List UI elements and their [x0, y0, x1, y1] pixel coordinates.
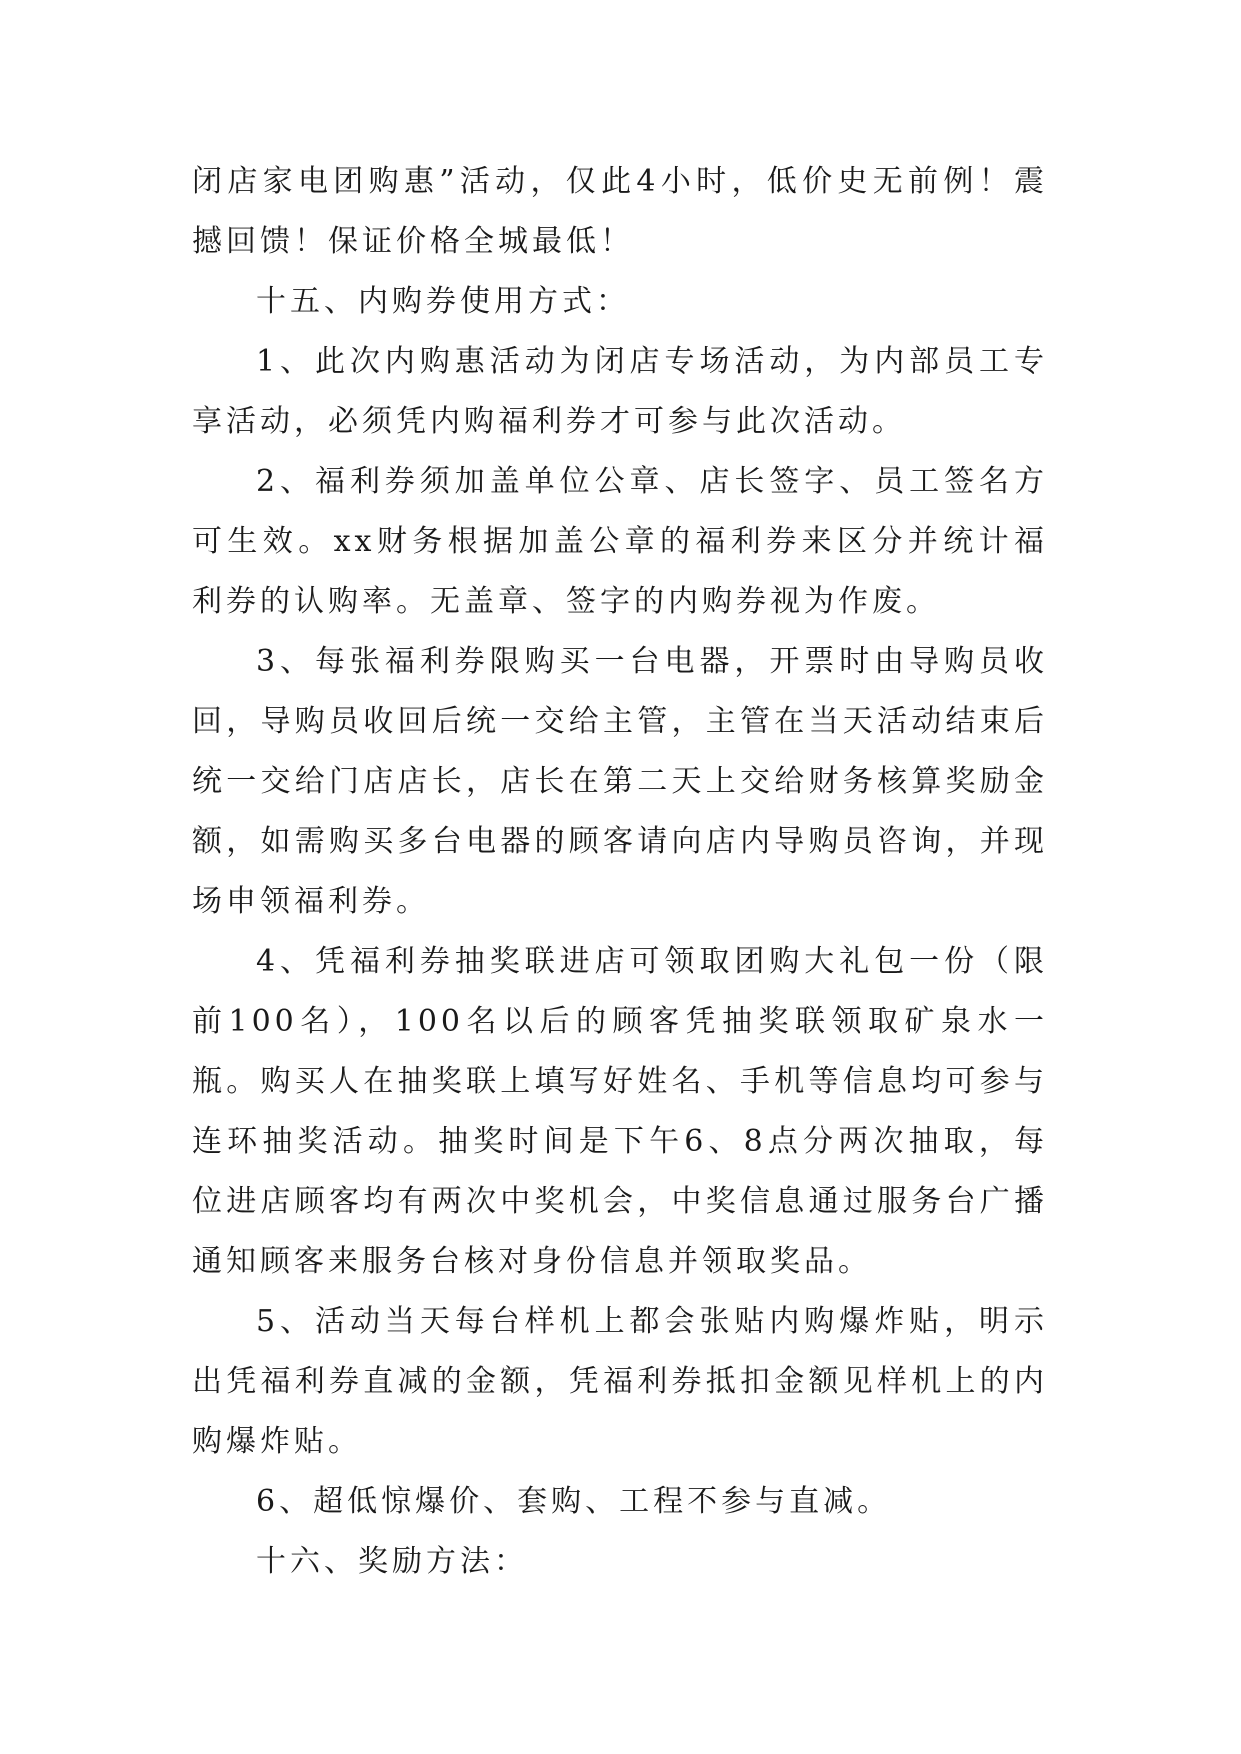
paragraph-item-6: 6、超低惊爆价、套购、工程不参与直减。 — [256, 1484, 892, 1519]
document-body — [192, 152, 1048, 1592]
paragraph-item-4: 4、凭福利券抽奖联进店可领取团购大礼包一份（限前100名），100名以后的顾客凭抽奖联领取矿泉水一瓶。购买人在抽奖联上填写好姓名、手机等信息均可参与连环抽奖活动。抽奖时间是下午6、8点分两次抽取，每位进店顾客均有两次中奖机会，中奖信息通过服务台广播通知顾客来服务台核对身份信息并领取奖品。 — [192, 944, 1048, 1279]
section-heading-15: 十五、内购券使用方式： — [256, 284, 630, 319]
paragraph-item-5: 5、活动当天每台样机上都会张贴内购爆炸贴，明示出凭福利券直减的金额，凭福利券抵扣金额见样机上的内购爆炸贴。 — [192, 1304, 1048, 1459]
paragraph-continuation: 闭店家电团购惠”活动，仅此4小时，低价史无前例！震撼回馈！保证价格全城最低！ — [192, 164, 1048, 259]
paragraph-item-3: 3、每张福利券限购买一台电器，开票时由导购员收回，导购员收回后统一交给主管，主管在当天活动结束后统一交给门店店长，店长在第二天上交给财务核算奖励金额，如需购买多台电器的顾客请向店内导购员咨询，并现场申领福利券。 — [192, 644, 1048, 919]
paragraph-item-2: 2、福利券须加盖单位公章、店长签字、员工签名方可生效。xx财务根据加盖公章的福利券来区分并统计福利券的认购率。无盖章、签字的内购券视为作废。 — [192, 464, 1048, 619]
section-heading-16: 十六、奖励方法： — [256, 1544, 528, 1579]
paragraph-item-1: 1、此次内购惠活动为闭店专场活动，为内部员工专享活动，必须凭内购福利券才可参与此次活动。 — [192, 344, 1048, 439]
